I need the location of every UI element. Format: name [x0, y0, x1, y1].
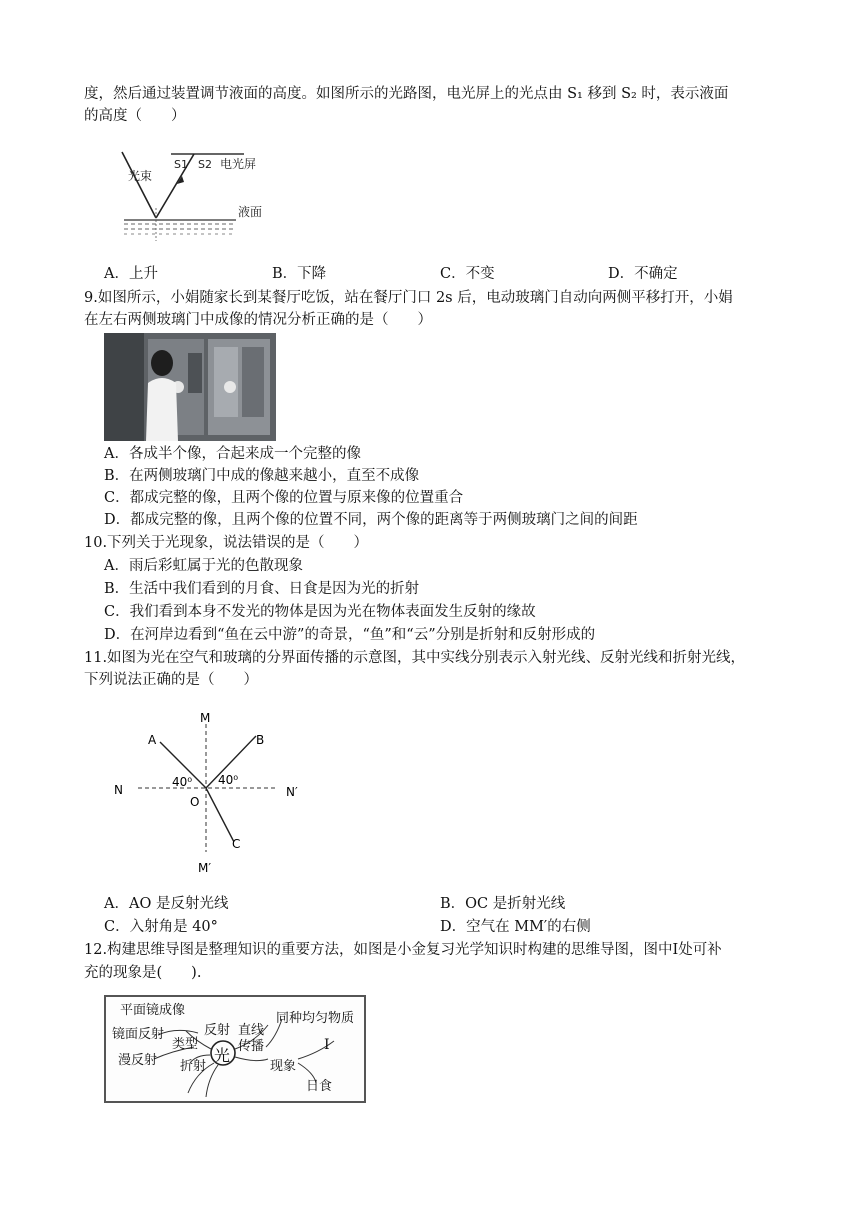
q10-option-a[interactable]: A．雨后彩虹属于光的色散现象 [104, 558, 303, 574]
mind-uniform: 同种均匀物质 [276, 1011, 355, 1026]
q8-option-a[interactable]: A．上升 [104, 266, 158, 282]
q9-option-b[interactable]: B．在两侧玻璃门中成的像越来越小，直至不成像 [104, 468, 420, 484]
q12-text-line2: 充的现象是( ). [84, 965, 202, 981]
q11-option-a[interactable]: A．AO 是反射光线 [104, 896, 229, 912]
q8-text-line2: 的高度（ ） [84, 108, 186, 124]
q11-option-b[interactable]: B．OC 是折射光线 [440, 896, 566, 912]
q10-text-line1: 10.下列关于光现象，说法错误的是（ ） [84, 535, 369, 551]
mind-straight-1: 直线 [238, 1023, 265, 1038]
mind-refraction: 折射 [180, 1059, 207, 1074]
q9-text-line2: 在左右两侧玻璃门中成像的情况分析正确的是（ ） [84, 312, 432, 328]
mind-light: 光 [214, 1046, 231, 1065]
q10-option-d[interactable]: D．在河岸边看到“鱼在云中游”的奇景，“鱼”和“云”分别是折射和反射形成的 [104, 627, 596, 643]
q8-s1-label: S1 [174, 158, 188, 171]
q11-label-b: B [256, 733, 265, 747]
q9-option-d[interactable]: D．都成完整的像，且两个像的位置不同，两个像的距离等于两侧玻璃门之间的间距 [104, 512, 638, 528]
q8-screen-label: 电光屏 [220, 157, 257, 171]
mind-plane-mirror: 平面镜成像 [120, 1003, 186, 1018]
q9-option-c[interactable]: C．都成完整的像，且两个像的位置与原来像的位置重合 [104, 490, 464, 506]
q8-text-line1: 度，然后通过装置调节液面的高度。如图所示的光路图，电光屏上的光点由 S₁ 移到 S₂ 时，表示液面 [84, 86, 729, 102]
q8-option-b[interactable]: B．下降 [272, 266, 327, 282]
mind-type: 类型 [172, 1037, 199, 1052]
q8-s2-label: S2 [198, 158, 212, 171]
q11-label-o: O [190, 795, 200, 809]
q10-option-c[interactable]: C．我们看到本身不发光的物体是因为光在物体表面发生反射的缘故 [104, 604, 536, 620]
q9-option-a[interactable]: A．各成半个像，合起来成一个完整的像 [104, 446, 361, 462]
q8-option-d[interactable]: D．不确定 [608, 266, 678, 282]
mind-specular: 镜面反射 [112, 1027, 165, 1042]
q9-text-line1: 9.如图所示，小娟随家长到某餐厅吃饭，站在餐厅门口 2s 后，电动玻璃门自动向两侧平移打开，小娟 [84, 290, 733, 306]
q12-text-line1: 12.构建思维导图是整理知识的重要方法，如图是小金复习光学知识时构建的思维导图，图中Ⅰ处可补 [84, 942, 722, 958]
q12-mind-map [104, 995, 366, 1103]
mind-phenomenon: 现象 [270, 1059, 297, 1074]
q11-text-line1: 11.如图为光在空气和玻璃的分界面传播的示意图，其中实线分别表示入射光线、反射光线和折射光线， [84, 650, 746, 666]
q11-label-m: M [200, 711, 211, 725]
q11-option-c[interactable]: C．入射角是 40° [104, 919, 218, 935]
q8-beam-label: 光束 [128, 169, 153, 183]
q11-text-line2: 下列说法正确的是（ ） [84, 672, 258, 688]
q8-option-c[interactable]: C．不变 [440, 266, 495, 282]
q11-label-mprime: M′ [198, 861, 212, 875]
mind-eclipse: 日食 [306, 1079, 333, 1094]
q11-label-a: A [148, 733, 157, 747]
q11-angle-left: 40⁰ [172, 775, 193, 789]
q11-option-d[interactable]: D．空气在 MM′的右侧 [440, 919, 591, 935]
q8-liquid-label: 液面 [238, 205, 263, 219]
q10-option-b[interactable]: B．生活中我们看到的月食、日食是因为光的折射 [104, 581, 420, 597]
mind-blank-1[interactable]: Ⅰ [324, 1037, 330, 1053]
q9-glass-door-photo [104, 333, 276, 441]
q11-label-nprime: N′ [286, 785, 298, 799]
q8-light-path-figure [116, 146, 306, 252]
q11-label-n: N [114, 783, 123, 797]
q11-label-c: C [232, 837, 241, 851]
q11-refraction-figure [104, 702, 314, 880]
mind-diffuse: 漫反射 [118, 1053, 158, 1068]
mind-reflection: 反射 [204, 1023, 231, 1038]
q11-angle-right: 40⁰ [218, 773, 239, 787]
mind-straight-2: 传播 [238, 1039, 265, 1054]
